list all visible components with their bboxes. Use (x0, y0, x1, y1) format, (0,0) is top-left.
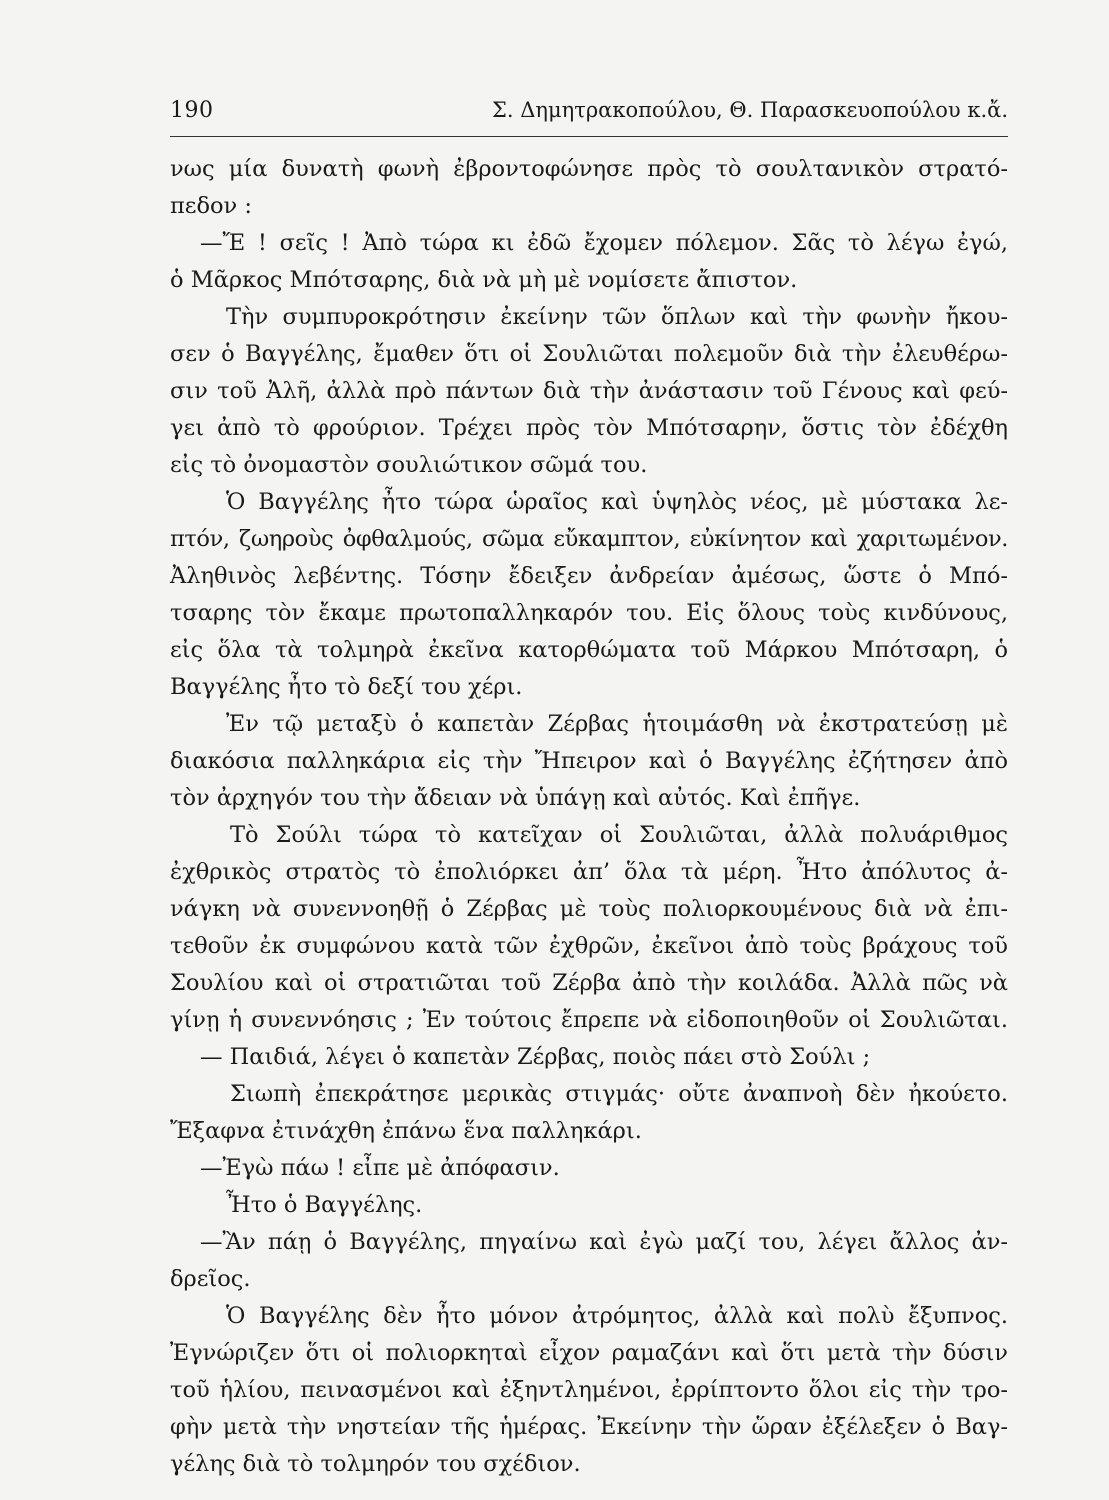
text-line: δρεῖος. (170, 1266, 251, 1292)
text-line: Τὴν συμπυροκρότησιν ἐκείνην τῶν ὅπλων καὶ τὴν φωνὴν ἤκου- (226, 304, 1008, 330)
text-line: Ἐγνώριζεν ὅτι οἱ πολιορκηταὶ εἶχον ραμαζάνι καὶ ὅτι μετὰ τὴν δύσιν (170, 1340, 1008, 1366)
text-line: γέλης διὰ τὸ τολμηρόν του σχέδιον. (170, 1451, 581, 1477)
text-line: εἰς ὅλα τὰ τολμηρὰ ἐκεῖνα κατορθώματα τοῦ Μάρκου Μπότσαρη, ὁ (170, 637, 1008, 663)
text-line: νάγκη νὰ συνεννοηθῇ ὁ Ζέρβας μὲ τοὺς πολιορκουμένους διὰ νὰ ἐπι- (170, 896, 1008, 922)
running-head: Σ. Δημητρακοπούλου, Θ. Παρασκευοπούλου κ.ἄ. (492, 98, 1008, 122)
page-number: 190 (170, 98, 214, 123)
text-line: ὁ Μᾶρκος Μπότσαρης, διὰ νὰ μὴ μὲ νομίσετε ἄπιστον. (170, 267, 798, 293)
text-line: —Ἂν πάῃ ὁ Βαγγέλης, πηγαίνω καὶ ἐγὼ μαζί του, λέγει ἄλλος ἀν- (200, 1229, 1008, 1255)
text-line: Ἀληθινὸς λεβέντης. Τόσην ἔδειξεν ἀνδρείαν ἀμέσως, ὥστε ὁ Μπό- (170, 563, 1008, 589)
text-line: Ὁ Βαγγέλης δὲν ἦτο μόνον ἀτρόμητος, ἀλλὰ καὶ πολὺ ἔξυπνος. (226, 1303, 1008, 1329)
text-line: — Παιδιά, λέγει ὁ καπετὰν Ζέρβας, ποιὸς πάει στὸ Σούλι ; (200, 1044, 871, 1070)
text-line: πεδον : (170, 193, 252, 219)
text-line: Σουλίου καὶ οἱ στρατιῶται τοῦ Ζέρβα ἀπὸ τὴν κοιλάδα. Ἀλλὰ πῶς νὰ (170, 970, 1008, 996)
page-header (170, 98, 1008, 134)
text-line: τὸν ἀρχηγόν του τὴν ἄδειαν νὰ ὑπάγῃ καὶ αὐτός. Καὶ ἐπῆγε. (170, 785, 861, 811)
body-text (170, 151, 1008, 1483)
text-line: διακόσια παλληκάρια εἰς τὴν Ἤπειρον καὶ ὁ Βαγγέλης ἐζήτησεν ἀπὸ (170, 748, 1008, 774)
text-line: Ἐν τῷ μεταξὺ ὁ καπετὰν Ζέρβας ἡτοιμάσθη νὰ ἐκστρατεύσῃ μὲ (226, 711, 1008, 737)
text-line: εἰς τὸ ὀνομαστὸν σουλιώτικον σῶμά του. (170, 452, 648, 478)
text-line: Τὸ Σούλι τώρα τὸ κατεῖχαν οἱ Σουλιῶται, ἀλλὰ πολυάριθμος (230, 822, 1008, 848)
text-line: φὴν μετὰ τὴν νηστείαν τῆς ἡμέρας. Ἐκείνην τὴν ὥραν ἐξέλεξεν ὁ Βαγ- (170, 1414, 1008, 1440)
text-line: —Ἐγὼ πάω ! εἶπε μὲ ἀπόφασιν. (200, 1155, 560, 1181)
text-line: γίνῃ ἡ συνεννόησις ; Ἐν τούτοις ἔπρεπε νὰ εἰδοποιηθοῦν οἱ Σουλιῶται. (170, 1007, 1008, 1033)
text-line: Ἦτο ὁ Βαγγέλης. (226, 1192, 423, 1218)
text-line: τεθοῦν ἐκ συμφώνου κατὰ τῶν ἐχθρῶν, ἐκεῖνοι ἀπὸ τοὺς βράχους τοῦ (170, 933, 1008, 959)
text-line: γει ἀπὸ τὸ φρούριον. Τρέχει πρὸς τὸν Μπότσαρην, ὅστις τὸν ἐδέχθη (170, 415, 1008, 441)
text-line: —Ἔ ! σεῖς ! Ἀπὸ τώρα κι ἐδῶ ἔχομεν πόλεμον. Σᾶς τὸ λέγω ἐγώ, (200, 230, 1008, 256)
text-line: σιν τοῦ Ἀλῆ, ἀλλὰ πρὸ πάντων διὰ τὴν ἀνάστασιν τοῦ Γένους καὶ φεύ- (170, 378, 1008, 404)
text-line: Ὁ Βαγγέλης ἦτο τώρα ὡραῖος καὶ ὑψηλὸς νέος, μὲ μύστακα λε- (226, 489, 1008, 515)
text-line: σεν ὁ Βαγγέλης, ἔμαθεν ὅτι οἱ Σουλιῶται πολεμοῦν διὰ τὴν ἐλευθέρω- (170, 341, 1008, 367)
text-line: τοῦ ἡλίου, πεινασμένοι καὶ ἐξηντλημένοι, ἐρρίπτοντο ὅλοι εἰς τὴν τρο- (170, 1377, 1008, 1403)
text-line: τσαρης τὸν ἔκαμε πρωτοπαλληκαρόν του. Εἰς ὅλους τοὺς κινδύνους, (170, 600, 1008, 626)
text-line: Ἔξαφνα ἐτινάχθη ἐπάνω ἕνα παλληκάρι. (170, 1118, 642, 1144)
header-rule (170, 136, 1008, 137)
text-line: πτόν, ζωηροὺς ὀφθαλμούς, σῶμα εὔκαμπτον, εὐκίνητον καὶ χαριτωμένον. (170, 526, 1008, 552)
text-line: Βαγγέλης ἦτο τὸ δεξί του χέρι. (170, 674, 523, 700)
text-line: ἐχθρικὸς στρατὸς τὸ ἐπολιόρκει ἀπ’ ὅλα τὰ μέρη. Ἦτο ἀπόλυτος ἀ- (170, 859, 1008, 885)
text-line: Σιωπὴ ἐπεκράτησε μερικὰς στιγμάς· οὔτε ἀναπνοὴ δὲν ἠκούετο. (230, 1081, 1008, 1107)
text-line: νως μία δυνατὴ φωνὴ ἐβροντοφώνησε πρὸς τὸ σουλτανικὸν στρατό- (170, 156, 1008, 182)
